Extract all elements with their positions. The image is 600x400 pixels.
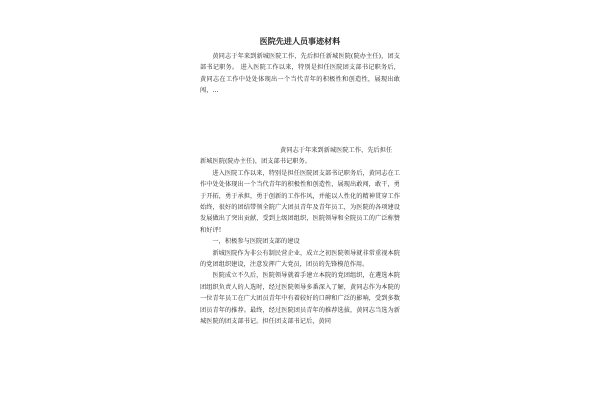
block-1-line-2: 新城医院(院办主任)，团支部书记职务。 bbox=[200, 158, 311, 166]
intro-paragraph: 黄同志于年来到新城医院工作，先后担任新城医院(院办主任)，团支部书记职务。 进入医院工作以来，特别是担任医院团支部书记职务后，黄同志在工作中处处体现出一个当代青年的积极性和创造性，展现出敢闯，… bbox=[200, 53, 400, 95]
paragraph-2: 进入医院工作以来，特别是担任医院团支部书记职务后，黄同志在工作中处处体现出一个当代青年的积极性和创造性，展现出敢闯，敢干，勇于开拓，勇于承担，勇于创新的工作作风，并能以人性化的精神贯穿工作始终，很好的团结带领全院广大团员青年及青年员工，为医院的各项建设发展做出了突出贡献，受到上级团组织，医院领导和全院员工的广泛称赞和好评! bbox=[200, 169, 400, 234]
document-body bbox=[200, 36, 400, 328]
paragraph-3: 新城医院作为非公有制民营企业，成立之初医院领导就非常重视本院的党团组织建设，注意发挥广大党员，团员的先锋模范作用。 bbox=[200, 249, 400, 269]
document-title: 医院先进人员事迹材料 bbox=[259, 36, 341, 46]
block-1-line-1: 黄同志于年来到新城医院工作，先后担任 bbox=[280, 147, 393, 154]
blank-space bbox=[200, 119, 400, 145]
section-1-heading: 一，积极参与医院团支部的建设 bbox=[212, 238, 300, 246]
paragraph-4: 医院成立不久后，医院领导就着手建立本院的党团组织，在遴选本院团组织负责人的人选时，经过医院领导多番深入了解，黄同志作为本院的一位青年员工在广大团员青年中有着较好的口碑和广泛的影响，受到多数团员青年的推荐。最终，经过医院团员青年的推荐选拔，黄同志当选为新城医院的团支部书记。担任团支部书记后，黄同 bbox=[200, 272, 400, 326]
